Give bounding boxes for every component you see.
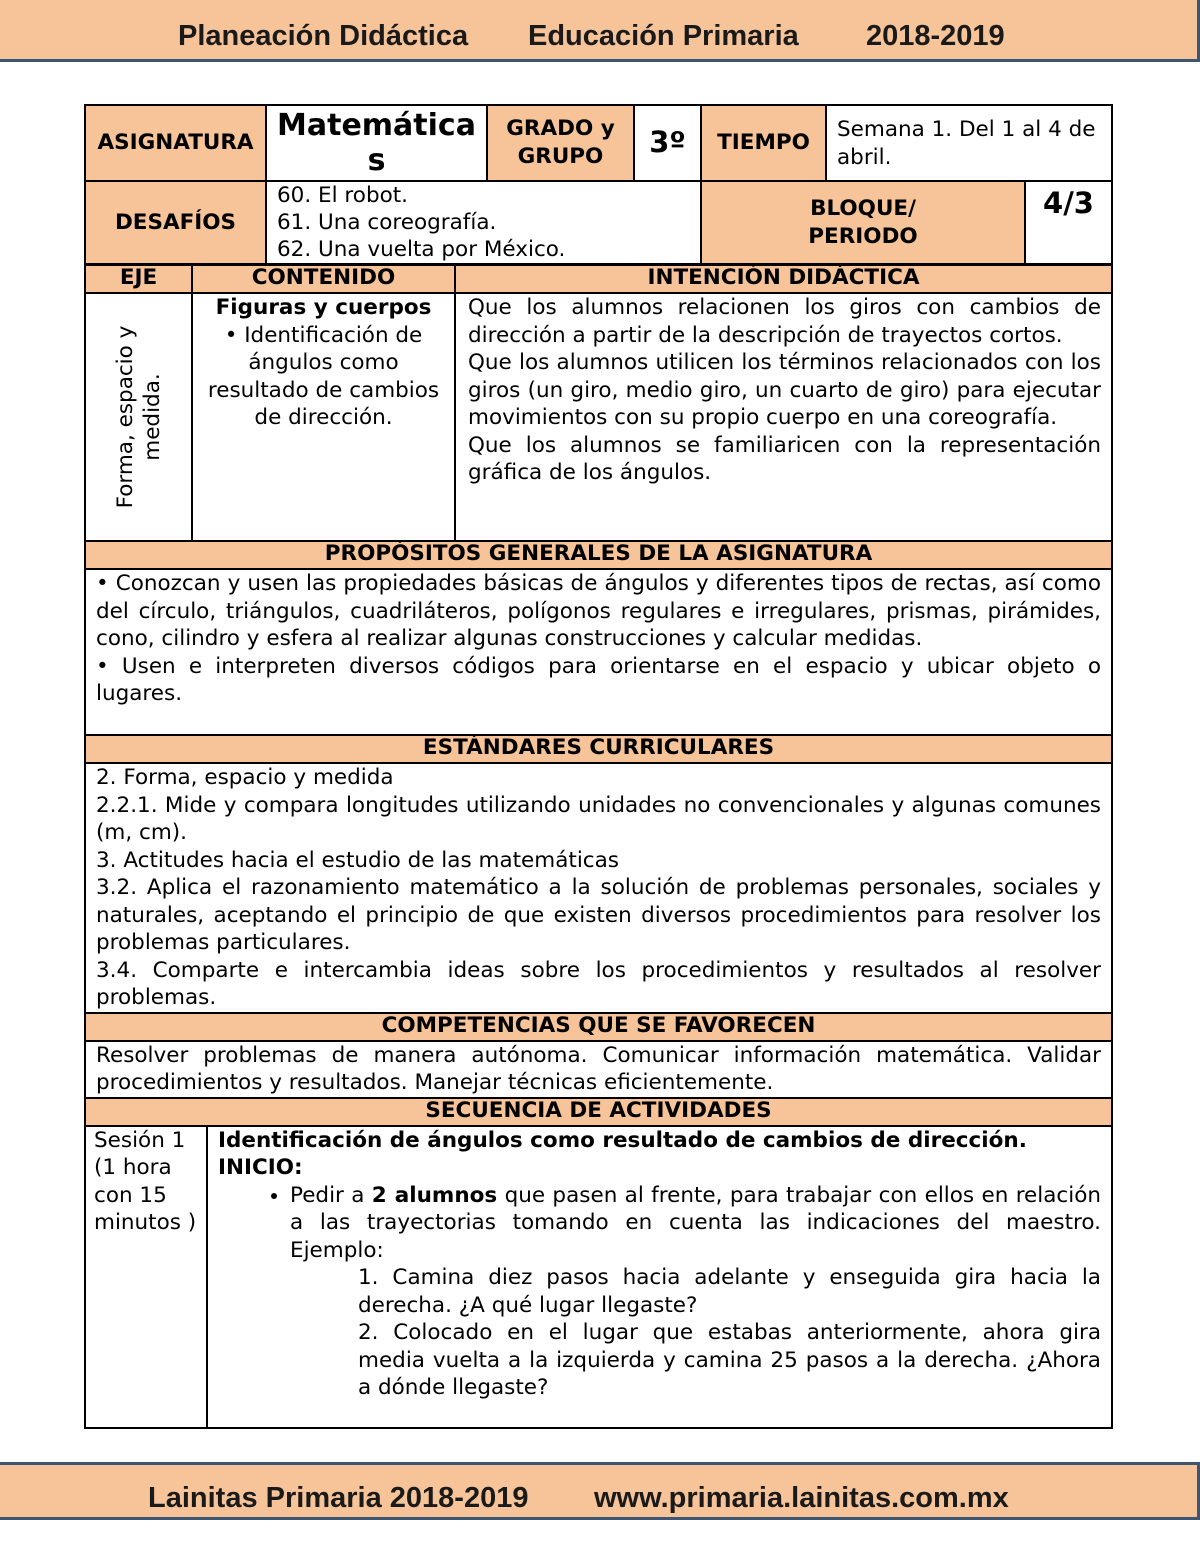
col-intencion-header: INTENCIÓN DIDÁCTICA [455,265,1112,293]
contenido-item: • Identificación de ángulos como resultado de cambios de dirección. [207,322,440,430]
estandar-item: 2. Forma, espacio y medida [96,765,394,790]
footer-band [0,1462,1200,1520]
planning-table [84,264,1113,1429]
estandar-item: 3.2. Aplica el razonamiento matemático a la solución de problemas personales, sociales y naturales, aceptando el principio de que existen diversos procedimientos para resolver los problemas particulares. [96,875,1101,955]
estandares-header: ESTÁNDARES CURRICULARES [85,735,1112,763]
activity-bold: 2 alumnos [371,1182,498,1208]
activity-text: que pasen al frente, para trabajar con ellos en relación a las trayectorias tomando en cuenta las indicaciones del maestro. Ejemplo: [290,1182,1102,1263]
session-label: Sesión 1 (1 hora con 15 minutos ) [94,1127,197,1235]
propositos-header: PROPÓSITOS GENERALES DE LA ASIGNATURA [85,541,1112,569]
desafio-item: 62. Una vuelta por México. [277,237,566,262]
footer-url: www.primaria.lainitas.com.mx [594,1482,1009,1514]
header-level: Educación Primaria [528,20,799,52]
intencion-cell [455,293,1112,541]
desafio-item: 60. El robot. [277,183,409,208]
activities-cell [207,1126,1112,1428]
col-eje-header: EJE [85,265,192,293]
grado-value: 3º [634,105,701,181]
grado-label: GRADO y GRUPO [487,105,634,181]
session-cell [85,1126,207,1428]
propositos-cell [85,569,1112,735]
estandar-item: 3. Actitudes hacia el estudio de las matemáticas [96,847,619,873]
eje-cell [85,293,192,541]
activity-item [290,1182,1101,1265]
estandar-item: 3.4. Comparte e intercambia ideas sobre los procedimientos y resultados al resolver problemas. [96,957,1101,1010]
col-contenido-header: CONTENIDO [192,265,455,293]
desafios-label: DESAFÍOS [85,181,266,264]
secuencia-header: SECUENCIA DE ACTIVIDADES [85,1098,1112,1126]
desafio-item: 61. Una coreografía. [277,210,497,235]
contenido-cell [192,293,455,541]
info-table [84,104,1113,265]
header-band [0,0,1200,62]
step-item: 1. Camina diez pasos hacia adelante y enseguida gira hacia la derecha. ¿A qué lugar llegaste? [358,1265,1101,1318]
estandares-cell [85,763,1112,1013]
bloque-label: BLOQUE/ PERIODO [701,181,1025,264]
contenido-title: Figuras y cuerpos [215,295,432,320]
intencion-item: Que los alumnos se familiaricen con la representación gráfica de los ángulos. [468,432,1101,485]
asignatura-label: ASIGNATURA [85,105,266,181]
competencias-text: Resolver problemas de manera autónoma. Comunicar información matemática. Validar procedimientos y resultados. Manejar técnicas eficientemente. [85,1041,1112,1098]
footer-brand: Lainitas Primaria 2018-2019 [148,1482,529,1514]
proposito-item: • Usen e interpreten diversos códigos para orientarse en el espacio y ubicar objeto o lugares. [96,653,1101,706]
tiempo-label: TIEMPO [701,105,826,181]
desafios-list [266,181,701,264]
asignatura-value: Matemáticas [266,105,487,181]
activity-list [218,1182,1101,1265]
eje-value: Forma, espacio y medida. [112,325,165,509]
header-year: 2018-2019 [866,20,1005,52]
intencion-item: Que los alumnos utilicen los términos relacionados con los giros (un giro, medio giro, un cuarto de giro) para ejecutar movimientos con su propio cuerpo en una coreografía. [468,350,1101,430]
activity-heading: Identificación de ángulos como resultado de cambios de dirección. [218,1127,1027,1153]
tiempo-value: Semana 1. Del 1 al 4 de abril. [826,105,1112,181]
activity-text: Pedir a [290,1182,372,1208]
bloque-value: 4/3 [1025,181,1112,264]
competencias-header: COMPETENCIAS QUE SE FAVORECEN [85,1013,1112,1041]
header-title: Planeación Didáctica [178,20,469,52]
proposito-item: • Conozcan y usen las propiedades básicas de ángulos y diferentes tipos de rectas, así como del círculo, triángulos, cuadriláteros, polígonos regulares e irregulares, prismas, pirámides, cono, cilindro y esfera al realizar algunas construcciones y calcular medidas. [96,571,1101,651]
estandar-item: 2.2.1. Mide y compara longitudes utilizando unidades no convencionales y algunas comunes (m, cm). [96,792,1101,845]
intencion-item: Que los alumnos relacionen los giros con cambios de dirección a partir de la descripción de trayectos cortos. [468,295,1101,348]
step-item: 2. Colocado en el lugar que estabas anteriormente, ahora gira media vuelta a la izquierda y camina 25 pasos a la derecha. ¿Ahora a dónde llegaste? [358,1320,1101,1400]
inicio-label: INICIO: [218,1155,303,1180]
